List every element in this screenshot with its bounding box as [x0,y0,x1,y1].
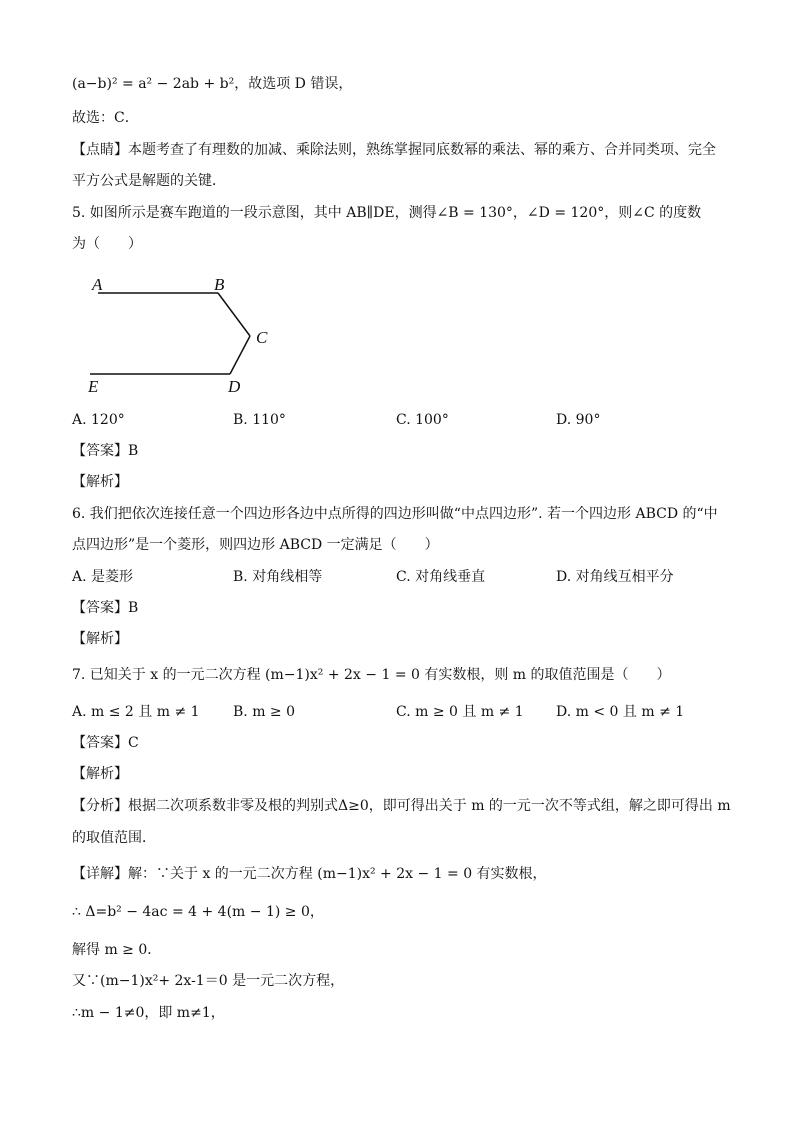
q5-option-c: C. 100° [396,412,449,428]
q5-option-b: B. 110° [233,412,286,428]
question-6-line-1: 6. 我们把依次连接任意一个四边形各边中点所得的四边形叫做“中点四边形”. 若一个四边形 ABCD 的“中 [72,506,718,522]
detail-line-5: ∴m − 1≠0，即 m≠1， [72,1005,225,1021]
q6-option-c: C. 对角线垂直 [396,569,486,585]
q6-solution-heading: 【解析】 [72,631,128,647]
comment-line-1: 【点睛】本题考查了有理数的加减、乘除法则，熟练掌握同底数幂的乘法、幂的乘方、合并同类项、完全 [72,142,716,158]
q7-option-c: C. m ≥ 0 且 m ≠ 1 [396,704,524,720]
q5-solution-heading: 【解析】 [72,474,128,490]
q7-answer: 【答案】C [72,735,139,751]
formula-line: (a−b)² = a² − 2ab + b²，故选项 D 错误， [72,76,353,92]
segment-cd [230,336,250,374]
question-5-line-1: 5. 如图所示是赛车跑道的一段示意图，其中 AB∥DE，测得∠B = 130°，∠D = 120°，则∠C 的度数 [72,205,702,221]
label-a: A [92,275,103,294]
comment-line-2: 平方公式是解题的关键． [72,173,226,189]
question-5-line-2: 为（ ） [72,236,142,252]
label-e: E [88,377,99,396]
q6-option-a: A. 是菱形 [72,569,134,585]
track-diagram [80,268,280,398]
detail-line-1: 【详解】解：∵关于 x 的一元二次方程 (m−1)x² + 2x − 1 = 0 有实数根， [72,866,547,882]
q6-option-d: D. 对角线互相平分 [556,569,674,585]
q7-option-b: B. m ≥ 0 [233,704,296,720]
q7-option-d: D. m < 0 且 m ≠ 1 [556,704,685,720]
answer-choice-line: 故选：C． [72,110,139,126]
label-d: D [228,377,241,396]
label-c: C [256,328,268,347]
question-6-line-2: 点四边形”是一个菱形，则四边形 ABCD 一定满足（ ） [72,537,439,553]
q6-option-b: B. 对角线相等 [233,569,323,585]
q5-answer: 【答案】B [72,443,139,459]
q5-option-d: D. 90° [556,412,601,428]
q7-solution-heading: 【解析】 [72,766,128,782]
analysis-line-1: 【分析】根据二次项系数非零及根的判别式Δ≥0，即可得出关于 m 的一元一次不等式组，解之即可得出 m [72,798,731,814]
label-b: B [214,275,225,294]
question-7: 7. 已知关于 x 的一元二次方程 (m−1)x² + 2x − 1 = 0 有实数根，则 m 的取值范围是（ ） [72,667,671,683]
analysis-line-2: 的取值范围． [72,830,156,846]
q5-option-a: A. 120° [72,412,125,428]
q6-answer: 【答案】B [72,600,139,616]
detail-line-4: 又∵(m−1)x²+ 2x-1＝0 是一元二次方程， [72,973,345,989]
q7-option-a: A. m ≤ 2 且 m ≠ 1 [72,704,200,720]
detail-line-2: ∴ Δ=b² − 4ac = 4 + 4(m − 1) ≥ 0， [72,904,324,920]
segment-bc [218,293,250,336]
detail-line-3: 解得 m ≥ 0． [72,942,162,958]
